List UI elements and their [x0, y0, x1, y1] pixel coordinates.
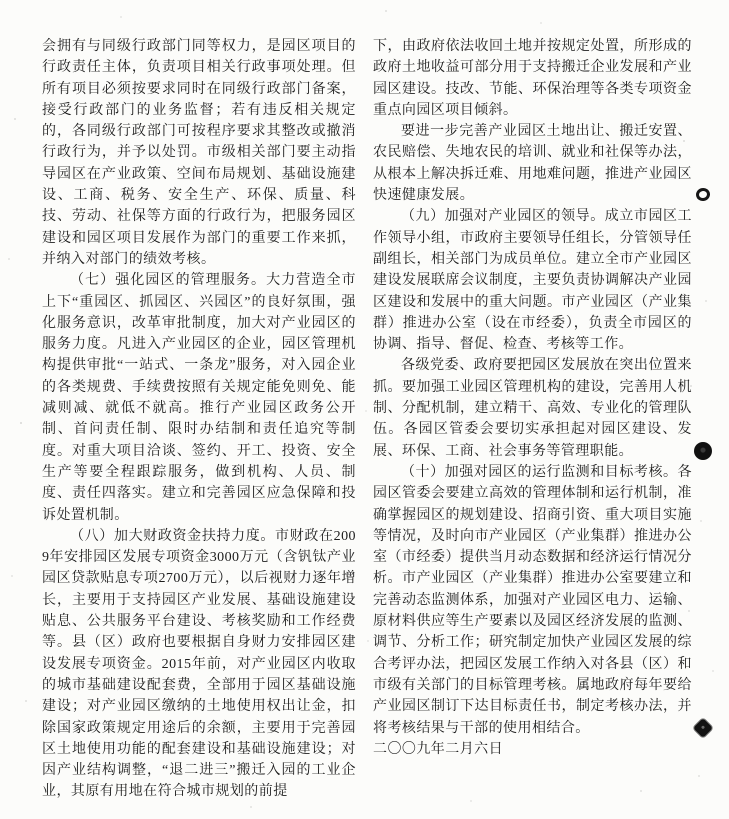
text-column-right [373, 36, 692, 803]
paragraph: 各级党委、政府要把园区发展放在突出位置来抓。要加强工业园区管理机构的建设，完善用人机制、分配机制，建立精干、高效、专业化的管理队伍。各园区管委会要切实承担起对园区建设、发展、环保、工商、社会事务等管理职能。 [373, 358, 692, 459]
paragraph: 要进一步完善产业园区土地出让、搬迁安置、农民赔偿、失地农民的培训、就业和社保等办法，从根本上解决拆迁难、用地难问题，推进产业园区快速健康发展。 [373, 124, 692, 204]
paragraph: （八）加大财政资金扶持力度。市财政在2009年安排园区发展专项资金3000万元（含钒钛产业园区贷款贴息专项2700万元），以后视财力逐年增长，主要用于支持园区产业发展、基础设施建设贴息、公共服务平台建设、考核奖励和工作经费等。县（区）政府也要根据自身财力安排园区建设发展专项资金。2015年前，对产业园区内收取的城市基础建设配套费，全部用于园区基础设施建设；对产业园区缴纳的土地使用权出让金，扣除国家政策规定用途后的余额，主要用于完善园区土地使用功能的配套建设和基础设施建设；对因产业结构调整，“退二进三”搬迁入园的工业企业，其原有用地在符合城市规划的前提 [42, 528, 356, 800]
ink-ring-artifact-icon [695, 187, 711, 203]
ink-diamond-artifact-icon [693, 718, 713, 738]
paragraph: 会拥有与同级行政部门同等权力，是园区项目的行政责任主体，负责项目相关行政事项处理。但所有项目必须按要求同时在同级行政部门备案，接受行政部门的业务监督；若有违反相关规定的，各同级行政部门可按程序要求其整改或撤消行政行为，并予以处罚。市级相关部门要主动指导园区在产业政策、空间布局规划、基础设施建设、工商、税务、安全生产、环保、质量、科技、劳动、社保等方面的行政行为，把服务园区建设和园区项目发展作为部门的重要工作来抓，并纳入对部门的绩效考核。 [42, 39, 356, 267]
paragraph: （七）强化园区的管理服务。大力营造全市上下“重园区、抓园区、兴园区”的良好氛围，强化服务意识，改革审批制度，加大对产业园区的服务力度。凡进入产业园区的企业，园区管理机构提供审批“一站式、一条龙”服务，对入园企业的各类规费、手续费按照有关规定能免则免、能减则减、就低不就高。推行产业园区政务公开制、首问责任制、限时办结制和责任追究等制度。对重大项目洽谈、签约、开工、投资、安全生产等要全程跟踪服务，做到机构、人员、制度、责任四落实。建立和完善园区应急保障和投诉处置机制。 [42, 273, 356, 523]
signature-date-line: 二〇〇九年二月六日 [373, 741, 504, 757]
two-column-text-area [42, 36, 692, 803]
paragraph: （十）加强对园区的运行监测和目标考核。各园区管委会要建立高效的管理体制和运行机制，准确掌握园区的规划建设、招商引资、重大项目实施等情况，及时向市产业园区（产业集群）推进办公室（市经委）提供当月动态数据和经济运行情况分析。市产业园区（产业集群）推进办公室要建立和完善动态监测体系，加强对产业园区电力、运输、原材料供应等生产要素以及园区经济发展的监测、调节、分析工作；研究制定加快产业园区发展的综合考评办法，把园区发展工作纳入对各县（区）和市级有关部门的目标管理考核。属地政府每年要给产业园区制订下达目标责任书，制定考核办法，并将考核结果与干部的使用相结合。 [373, 464, 692, 736]
paragraph: 下，由政府依法收回土地并按规定处置，所形成的政府土地收益可部分用于支持搬迁企业发展和产业园区建设。技改、节能、环保治理等各类专项资金重点向园区项目倾斜。 [373, 39, 692, 118]
ink-dot-artifact-icon [694, 442, 712, 460]
text-column-left [42, 36, 356, 803]
scan-noise-speckles [0, 0, 2, 2]
paragraph: （九）加强对产业园区的领导。成立市园区工作领导小组，市政府主要领导任组长，分管领导任副组长，相关部门为成员单位。建立全市产业园区建设发展联席会议制度，主要负责协调解决产业园区建设和发展中的重大问题。市产业园区（产业集群）推进办公室（设在市经委），负责全市园区的协调、指导、督促、检查、考核等工作。 [373, 209, 692, 353]
